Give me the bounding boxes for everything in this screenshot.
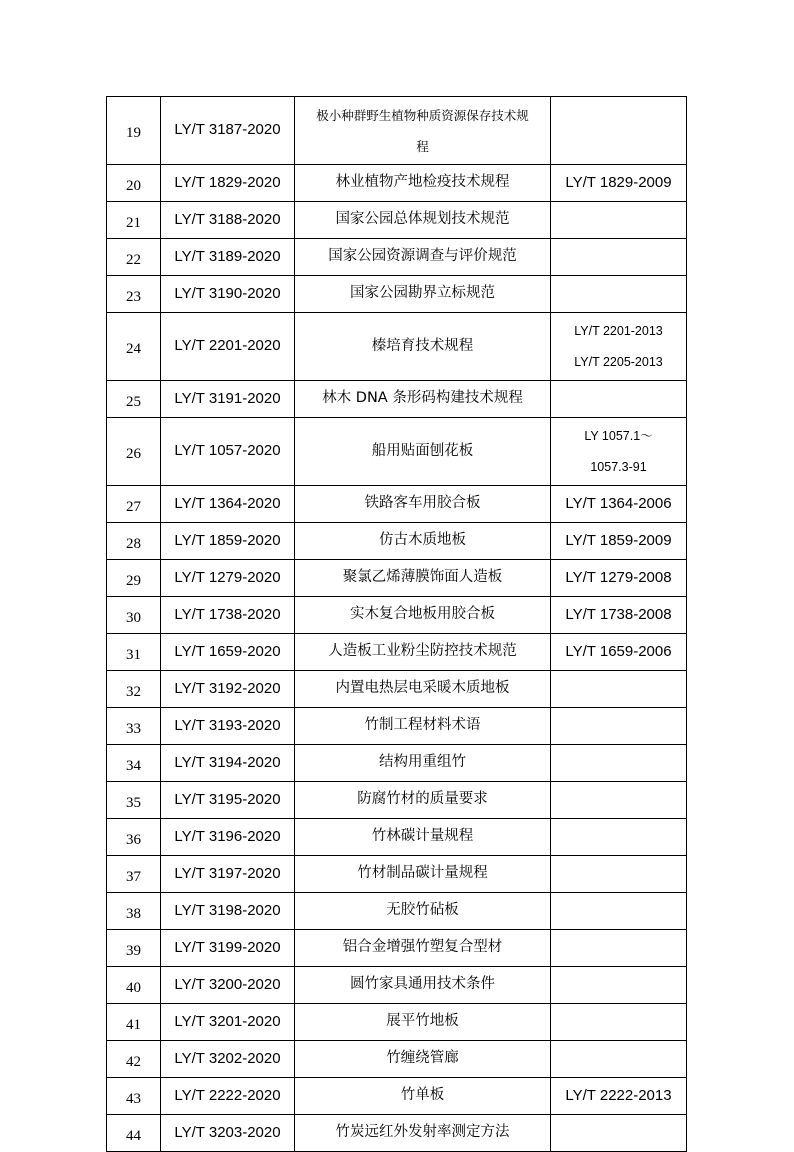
standard-code: LY/T 3203-2020 bbox=[161, 1115, 295, 1152]
table-row bbox=[107, 202, 687, 239]
standard-name: 仿古木质地板 bbox=[295, 523, 551, 560]
replaced-standard bbox=[551, 239, 687, 276]
table-row bbox=[107, 597, 687, 634]
standard-code: LY/T 3199-2020 bbox=[161, 930, 295, 967]
standard-code: LY/T 3189-2020 bbox=[161, 239, 295, 276]
standard-name: 铝合金增强竹塑复合型材 bbox=[295, 930, 551, 967]
standard-name: 竹炭远红外发射率测定方法 bbox=[295, 1115, 551, 1152]
replaced-standard bbox=[551, 819, 687, 856]
replaced-standard: LY/T 1859-2009 bbox=[551, 523, 687, 560]
standard-code: LY/T 3202-2020 bbox=[161, 1041, 295, 1078]
standard-name: 竹制工程材料术语 bbox=[295, 708, 551, 745]
replaced-standard bbox=[551, 1004, 687, 1041]
standard-name-line: 极小种群野生植物种质资源保存技术规 bbox=[316, 107, 529, 123]
row-number: 40 bbox=[107, 967, 161, 1004]
standard-code: LY/T 3195-2020 bbox=[161, 782, 295, 819]
row-number: 32 bbox=[107, 671, 161, 708]
standard-code: LY/T 1364-2020 bbox=[161, 486, 295, 523]
standard-code: LY/T 1279-2020 bbox=[161, 560, 295, 597]
replaced-standard bbox=[551, 856, 687, 893]
row-number: 21 bbox=[107, 202, 161, 239]
standard-name: 铁路客车用胶合板 bbox=[295, 486, 551, 523]
table-row bbox=[107, 560, 687, 597]
row-number: 42 bbox=[107, 1041, 161, 1078]
replaced-standard bbox=[551, 1115, 687, 1152]
table-row bbox=[107, 671, 687, 708]
standard-code: LY/T 3193-2020 bbox=[161, 708, 295, 745]
table-row bbox=[107, 819, 687, 856]
row-number: 37 bbox=[107, 856, 161, 893]
standard-name: 竹林碳计量规程 bbox=[295, 819, 551, 856]
standard-name-line: 程 bbox=[416, 138, 429, 154]
table-row bbox=[107, 782, 687, 819]
standard-code: LY/T 2201-2020 bbox=[161, 313, 295, 381]
table-row bbox=[107, 1041, 687, 1078]
replaced-standard-line: LY/T 2205-2013 bbox=[574, 354, 663, 369]
replaced-standard bbox=[551, 381, 687, 418]
standard-name: 聚氯乙烯薄膜饰面人造板 bbox=[295, 560, 551, 597]
replaced-standard: LY/T 2222-2013 bbox=[551, 1078, 687, 1115]
row-number: 31 bbox=[107, 634, 161, 671]
standard-code: LY/T 1829-2020 bbox=[161, 165, 295, 202]
replaced-standard bbox=[551, 930, 687, 967]
table-row bbox=[107, 634, 687, 671]
standard-name: 实木复合地板用胶合板 bbox=[295, 597, 551, 634]
standard-name: 展平竹地板 bbox=[295, 1004, 551, 1041]
replaced-standard bbox=[551, 782, 687, 819]
table-row bbox=[107, 1004, 687, 1041]
table-row bbox=[107, 276, 687, 313]
row-number: 26 bbox=[107, 418, 161, 486]
replaced-standard bbox=[551, 313, 687, 381]
standard-name: 竹材制品碳计量规程 bbox=[295, 856, 551, 893]
table-row bbox=[107, 1078, 687, 1115]
row-number: 34 bbox=[107, 745, 161, 782]
table-row bbox=[107, 967, 687, 1004]
table-row bbox=[107, 856, 687, 893]
row-number: 25 bbox=[107, 381, 161, 418]
standard-code: LY/T 1057-2020 bbox=[161, 418, 295, 486]
standard-name: 船用贴面刨花板 bbox=[295, 418, 551, 486]
standard-name: 圆竹家具通用技术条件 bbox=[295, 967, 551, 1004]
row-number: 38 bbox=[107, 893, 161, 930]
standard-code: LY/T 3198-2020 bbox=[161, 893, 295, 930]
replaced-standard bbox=[551, 418, 687, 486]
replaced-standard-line: 1057.3-91 bbox=[590, 459, 647, 474]
standard-code: LY/T 2222-2020 bbox=[161, 1078, 295, 1115]
row-number: 28 bbox=[107, 523, 161, 560]
standard-name: 林木 DNA 条形码构建技术规程 bbox=[295, 381, 551, 418]
standards-table bbox=[106, 96, 687, 1152]
row-number: 27 bbox=[107, 486, 161, 523]
table-row bbox=[107, 708, 687, 745]
row-number: 33 bbox=[107, 708, 161, 745]
replaced-standard bbox=[551, 745, 687, 782]
standard-code: LY/T 3192-2020 bbox=[161, 671, 295, 708]
row-number: 30 bbox=[107, 597, 161, 634]
replaced-standard bbox=[551, 967, 687, 1004]
standard-name bbox=[295, 97, 551, 165]
standard-name: 国家公园总体规划技术规范 bbox=[295, 202, 551, 239]
standard-name: 国家公园资源调查与评价规范 bbox=[295, 239, 551, 276]
row-number: 41 bbox=[107, 1004, 161, 1041]
row-number: 39 bbox=[107, 930, 161, 967]
standard-name: 国家公园勘界立标规范 bbox=[295, 276, 551, 313]
row-number: 23 bbox=[107, 276, 161, 313]
table-row bbox=[107, 523, 687, 560]
standard-code: LY/T 1738-2020 bbox=[161, 597, 295, 634]
table-row bbox=[107, 165, 687, 202]
replaced-standard bbox=[551, 202, 687, 239]
table-row bbox=[107, 893, 687, 930]
replaced-standard bbox=[551, 671, 687, 708]
table-row bbox=[107, 930, 687, 967]
replaced-standard: LY/T 1738-2008 bbox=[551, 597, 687, 634]
standards-table-body bbox=[107, 97, 687, 1152]
replaced-standard bbox=[551, 1041, 687, 1078]
row-number: 35 bbox=[107, 782, 161, 819]
standard-name: 林业植物产地检疫技术规程 bbox=[295, 165, 551, 202]
standard-name: 竹缠绕管廊 bbox=[295, 1041, 551, 1078]
standard-code: LY/T 3200-2020 bbox=[161, 967, 295, 1004]
replaced-standard-line: LY/T 2201-2013 bbox=[574, 323, 663, 338]
row-number: 20 bbox=[107, 165, 161, 202]
table-row bbox=[107, 745, 687, 782]
replaced-standard bbox=[551, 276, 687, 313]
table-row bbox=[107, 381, 687, 418]
replaced-standard bbox=[551, 97, 687, 165]
row-number: 43 bbox=[107, 1078, 161, 1115]
standard-name: 结构用重组竹 bbox=[295, 745, 551, 782]
standard-name: 人造板工业粉尘防控技术规范 bbox=[295, 634, 551, 671]
replaced-standard bbox=[551, 708, 687, 745]
standard-code: LY/T 1859-2020 bbox=[161, 523, 295, 560]
table-row bbox=[107, 486, 687, 523]
row-number: 19 bbox=[107, 97, 161, 165]
row-number: 24 bbox=[107, 313, 161, 381]
replaced-standard bbox=[551, 893, 687, 930]
table-row bbox=[107, 97, 687, 165]
standard-code: LY/T 3188-2020 bbox=[161, 202, 295, 239]
replaced-standard: LY/T 1659-2006 bbox=[551, 634, 687, 671]
table-row bbox=[107, 313, 687, 381]
standard-name: 内置电热层电采暖木质地板 bbox=[295, 671, 551, 708]
replaced-standard-line: LY 1057.1～ bbox=[584, 428, 653, 443]
table-row bbox=[107, 1115, 687, 1152]
standard-name: 竹单板 bbox=[295, 1078, 551, 1115]
table-row bbox=[107, 239, 687, 276]
table-row bbox=[107, 418, 687, 486]
standard-code: LY/T 1659-2020 bbox=[161, 634, 295, 671]
standard-code: LY/T 3187-2020 bbox=[161, 97, 295, 165]
replaced-standard: LY/T 1364-2006 bbox=[551, 486, 687, 523]
standard-name: 防腐竹材的质量要求 bbox=[295, 782, 551, 819]
row-number: 29 bbox=[107, 560, 161, 597]
row-number: 22 bbox=[107, 239, 161, 276]
standard-code: LY/T 3190-2020 bbox=[161, 276, 295, 313]
replaced-standard: LY/T 1829-2009 bbox=[551, 165, 687, 202]
standard-code: LY/T 3191-2020 bbox=[161, 381, 295, 418]
standard-code: LY/T 3196-2020 bbox=[161, 819, 295, 856]
row-number: 44 bbox=[107, 1115, 161, 1152]
row-number: 36 bbox=[107, 819, 161, 856]
standard-code: LY/T 3194-2020 bbox=[161, 745, 295, 782]
replaced-standard: LY/T 1279-2008 bbox=[551, 560, 687, 597]
standard-name: 榛培育技术规程 bbox=[295, 313, 551, 381]
standard-code: LY/T 3201-2020 bbox=[161, 1004, 295, 1041]
standard-name: 无胶竹砧板 bbox=[295, 893, 551, 930]
standard-code: LY/T 3197-2020 bbox=[161, 856, 295, 893]
